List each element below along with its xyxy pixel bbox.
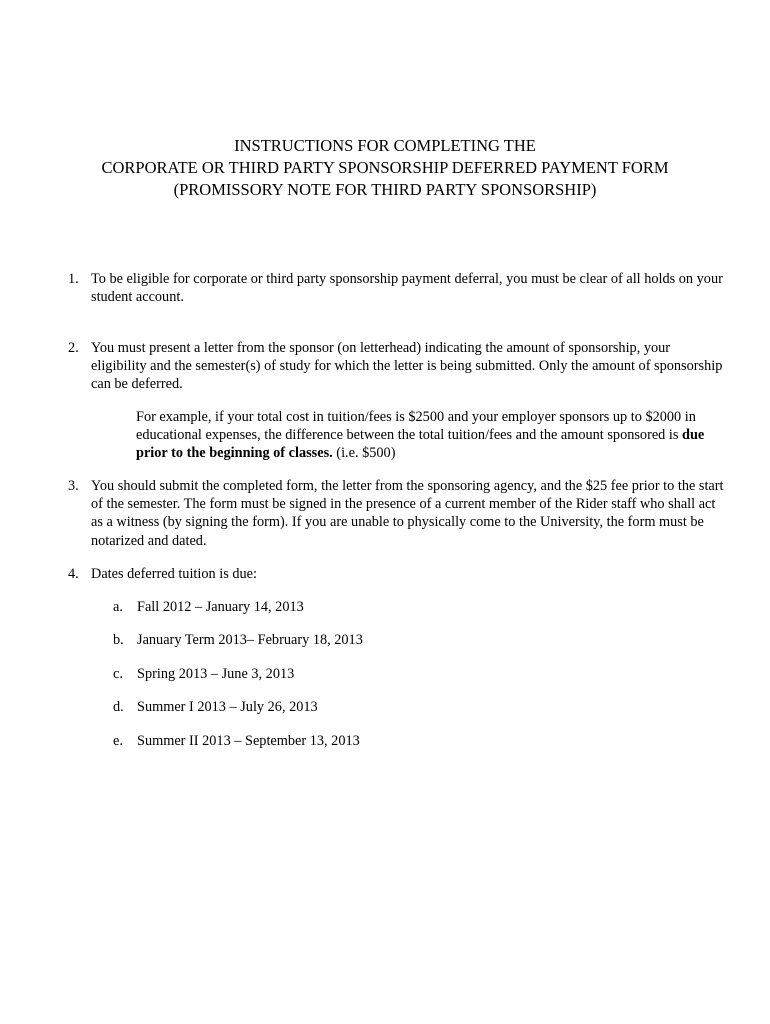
title-line-3: (PROMISSORY NOTE FOR THIRD PARTY SPONSORSHIP) [173, 180, 597, 199]
due-date-text: Fall 2012 – January 14, 2013 [137, 599, 304, 615]
instruction-item-3 [68, 477, 728, 550]
due-date-item-b [113, 631, 363, 649]
item-text: Dates deferred tuition is due: [91, 566, 257, 582]
item-number: 4. [68, 566, 79, 582]
instruction-item-4 [68, 565, 728, 583]
item-text: To be eligible for corporate or third party sponsorship payment deferral, you must be clear of all holds on your student account. [91, 271, 723, 306]
due-date-text: January Term 2013– February 18, 2013 [137, 632, 363, 648]
example-text: For example, if your total cost in tuition/fees is $2500 and your employer sponsors up to $2000 in educational expenses, the difference between the total tuition/fees and the amount sponsored is [136, 409, 696, 444]
item-number: 1. [68, 271, 79, 287]
item-number: 2. [68, 340, 79, 356]
due-date-text: Summer II 2013 – September 13, 2013 [137, 733, 360, 749]
due-date-item-d [113, 698, 318, 716]
item-text: You should submit the completed form, the letter from the sponsoring agency, and the $25 fee prior to the start of the semester. The form must be signed in the presence of a current member of the Rider staff who shall act as a witness (by signing the form). If you are unable to physically come to the University, the form must be notarized and dated. [91, 478, 724, 549]
due-date-text: Spring 2013 – June 3, 2013 [137, 666, 295, 682]
example-suffix: (i.e. $500) [332, 445, 396, 462]
item-number: 3. [68, 478, 79, 494]
due-date-item-c [113, 665, 294, 683]
due-date-text: Summer I 2013 – July 26, 2013 [137, 699, 318, 715]
due-date-item-a [113, 598, 304, 616]
due-date-letter: e. [113, 733, 123, 749]
title-line-1: INSTRUCTIONS FOR COMPLETING THE [234, 136, 536, 155]
due-date-letter: b. [113, 632, 124, 648]
due-date-letter: d. [113, 699, 124, 715]
due-date-letter: c. [113, 666, 123, 682]
instruction-item-1 [68, 270, 728, 306]
instruction-item-2 [68, 339, 728, 394]
example-paragraph [136, 408, 736, 463]
due-date-letter: a. [113, 599, 123, 615]
title-line-2: CORPORATE OR THIRD PARTY SPONSORSHIP DEFERRED PAYMENT FORM [101, 158, 669, 177]
example-bold-text: due prior to the beginning of classes. [136, 427, 705, 462]
document-title [0, 135, 770, 201]
due-date-item-e [113, 732, 360, 750]
item-text: You must present a letter from the sponsor (on letterhead) indicating the amount of sponsorship, your eligibility and the semester(s) of study for which the letter is being submitted. Only the amount of sponsorship can be deferred. [91, 340, 723, 393]
